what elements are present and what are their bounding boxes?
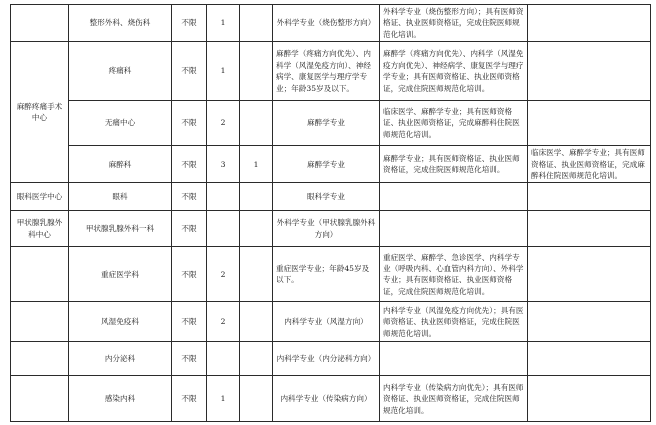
limit-cell: 不限: [172, 5, 207, 42]
table-row: [11, 183, 651, 211]
major-cell: 重症医学专业；年龄45岁及以下。: [273, 247, 380, 302]
center-cell: 麻醉疼痛手术中心: [11, 42, 69, 183]
requirement-cell: 麻醉学（疼痛方向优先）、内科学（风湿免疫方向优先）、神经病学、康复医学与理疗学专业；具有医师资格证、执业医师资格证，完成住院医师规范化培训。: [380, 42, 528, 101]
limit-cell: 不限: [172, 342, 207, 376]
major-cell: 外科学专业（甲状腺乳腺外科方向）: [273, 211, 380, 247]
dept-cell: 眼科: [69, 183, 172, 211]
limit-cell: 不限: [172, 376, 207, 422]
center-cell: 眼科医学中心: [11, 183, 69, 211]
count-cell: 2: [207, 302, 240, 342]
count2-cell: [240, 5, 273, 42]
table-row: [11, 302, 651, 342]
center-cell: [11, 247, 69, 302]
limit-cell: 不限: [172, 146, 207, 183]
major-cell: 麻醉学（疼痛方向优先）、内科学（风湿免疫方向）、神经病学、康复医学与理疗学专业；年龄35岁及以下。: [273, 42, 380, 101]
center-cell: [11, 302, 69, 342]
count2-cell: [240, 183, 273, 211]
table-row: [11, 211, 651, 247]
count2-cell: [240, 101, 273, 146]
table-row: [11, 376, 651, 422]
major-cell: 内科学专业（传染病方向）: [273, 376, 380, 422]
count-cell: 2: [207, 247, 240, 302]
requirement2-cell: [528, 247, 651, 302]
limit-cell: 不限: [172, 211, 207, 247]
dept-cell: 无痛中心: [69, 101, 172, 146]
count-cell: 1: [207, 5, 240, 42]
limit-cell: 不限: [172, 247, 207, 302]
requirement-cell: 内科学专业（风湿免疫方向优先）；具有医师资格证、执业医师资格证，完成住院医师规范化培训。: [380, 302, 528, 342]
requirement2-cell: [528, 183, 651, 211]
dept-cell: 麻醉科: [69, 146, 172, 183]
dept-cell: 甲状腺乳腺外科一科: [69, 211, 172, 247]
limit-cell: 不限: [172, 101, 207, 146]
count-cell: 1: [207, 42, 240, 101]
count2-cell: [240, 376, 273, 422]
table-row: [11, 146, 651, 183]
major-cell: 外科学专业（烧伤整形方向）: [273, 5, 380, 42]
requirement2-cell: [528, 211, 651, 247]
table-row: [11, 342, 651, 376]
table-row: [11, 101, 651, 146]
table-row: [11, 42, 651, 101]
count-cell: 3: [207, 146, 240, 183]
requirement-cell: [380, 183, 528, 211]
table-row: [11, 247, 651, 302]
count2-cell: [240, 211, 273, 247]
requirement-cell: 内科学专业（传染病方向优先）；具有医师资格证、执业医师资格证，完成住院医师规范化培训。: [380, 376, 528, 422]
recruitment-table: [10, 4, 651, 422]
major-cell: 内科学专业（内分泌科方向）: [273, 342, 380, 376]
requirement-cell: 麻醉学专业；具有医师资格证、执业医师资格证，完成住院医师规范化培训。: [380, 146, 528, 183]
table-row: [11, 5, 651, 42]
center-cell: [11, 342, 69, 376]
count2-cell: 1: [240, 146, 273, 183]
dept-cell: 感染内科: [69, 376, 172, 422]
limit-cell: 不限: [172, 183, 207, 211]
major-cell: 麻醉学专业: [273, 146, 380, 183]
count-cell: [207, 183, 240, 211]
requirement2-cell: [528, 376, 651, 422]
center-cell: [11, 5, 69, 42]
limit-cell: 不限: [172, 302, 207, 342]
requirement2-cell: [528, 302, 651, 342]
count-cell: 2: [207, 101, 240, 146]
requirement-cell: [380, 211, 528, 247]
count-cell: [207, 211, 240, 247]
requirement2-cell: 临床医学、麻醉学专业；具有医师资格证、执业医师资格证，完成麻醉科住院医师规范化培训。: [528, 146, 651, 183]
major-cell: 麻醉学专业: [273, 101, 380, 146]
requirement-cell: 重症医学、麻醉学、急诊医学、内科学专业（呼吸内科、心血管内科方向）、外科学专业；具有医师资格证、执业医师资格证，完成住院医师规范化培训。: [380, 247, 528, 302]
count-cell: 1: [207, 376, 240, 422]
dept-cell: 重症医学科: [69, 247, 172, 302]
requirement2-cell: [528, 342, 651, 376]
requirement-cell: 外科学专业（烧伤整形方向）；具有医师资格证、执业医师资格证，完成住院医师规范化培训。: [380, 5, 528, 42]
dept-cell: 整形外科、烧伤科: [69, 5, 172, 42]
requirement2-cell: [528, 101, 651, 146]
center-cell: 甲状腺乳腺外科中心: [11, 211, 69, 247]
major-cell: 眼科学专业: [273, 183, 380, 211]
center-cell: [11, 376, 69, 422]
count2-cell: [240, 42, 273, 101]
count2-cell: [240, 342, 273, 376]
requirement-cell: [380, 342, 528, 376]
major-cell: 内科学专业（风湿方向）: [273, 302, 380, 342]
dept-cell: 风湿免疫科: [69, 302, 172, 342]
count2-cell: [240, 247, 273, 302]
limit-cell: 不限: [172, 42, 207, 101]
requirement-cell: 临床医学、麻醉学专业；具有医师资格证、执业医师资格证，完成麻醉科住院医师规范化培训。: [380, 101, 528, 146]
requirement2-cell: [528, 42, 651, 101]
count-cell: [207, 342, 240, 376]
dept-cell: 疼痛科: [69, 42, 172, 101]
count2-cell: [240, 302, 273, 342]
requirement2-cell: [528, 5, 651, 42]
dept-cell: 内分泌科: [69, 342, 172, 376]
